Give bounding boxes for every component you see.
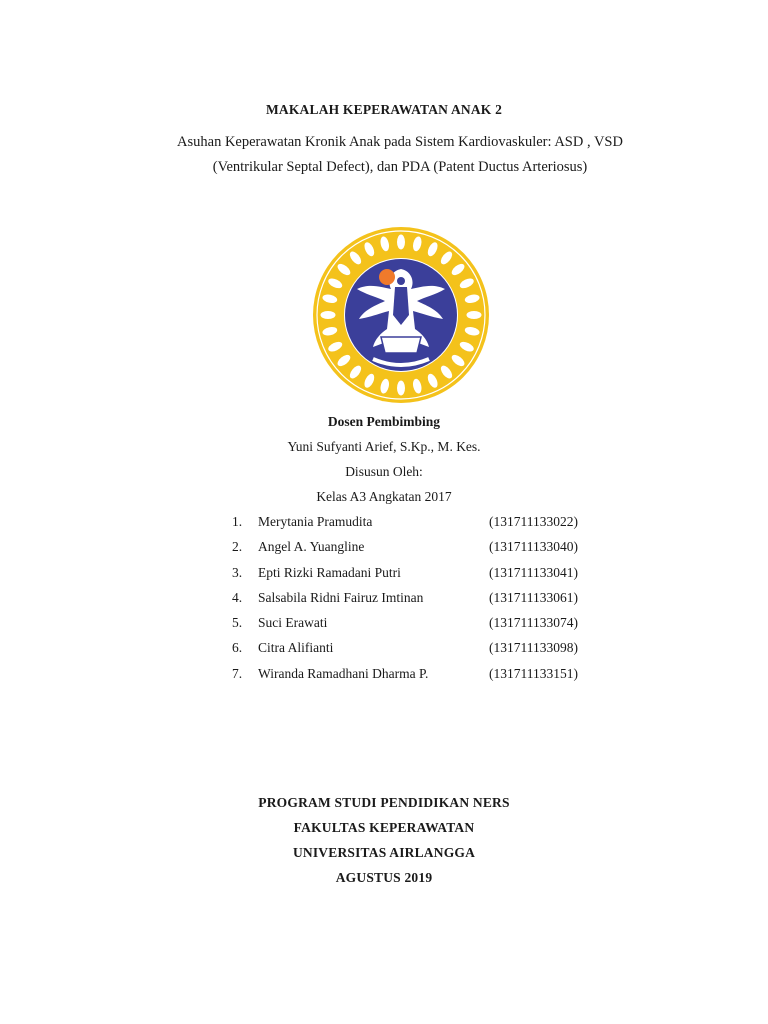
member-nim: (131711133040): [489, 539, 578, 555]
member-nim: (131711133041): [489, 564, 578, 580]
member-list: [232, 512, 612, 689]
member-number: 2.: [232, 539, 243, 555]
member-name: Angel A. Yuangline: [258, 539, 365, 555]
member-name: Wiranda Ramadhani Dharma P.: [258, 665, 429, 681]
member-number: 4.: [232, 589, 243, 605]
member-nim: (131711133074): [489, 615, 578, 631]
member-name: Suci Erawati: [258, 615, 328, 631]
class-info: Kelas A3 Angkatan 2017: [316, 489, 452, 504]
subtitle-line-1: Asuhan Keperawatan Kronik Anak pada Sistem Kardiovaskuler: ASD , VSD: [177, 134, 623, 150]
list-item: [232, 537, 612, 562]
member-name: Citra Alifianti: [258, 640, 334, 656]
member-nim: (131711133061): [489, 589, 578, 605]
list-item: [232, 638, 612, 663]
member-name: Merytania Pramudita: [258, 514, 373, 529]
list-item: [232, 563, 612, 588]
member-number: 6.: [232, 640, 243, 656]
member-number: 5.: [232, 615, 243, 631]
faculty-name: FAKULTAS KEPERAWATAN: [293, 820, 475, 835]
member-name: Salsabila Ridni Fairuz Imtinan: [258, 589, 424, 605]
member-number: 1.: [232, 514, 243, 529]
institution-block: [0, 790, 768, 890]
subtitle-line-2: (Ventrikular Septal Defect), dan PDA (Patent Ductus Arteriosus): [212, 159, 588, 175]
list-item: [232, 613, 612, 638]
university-airlangga-seal-icon: [311, 225, 491, 405]
supervisor-name: Yuni Sufyanti Arief, S.Kp., M. Kes.: [287, 439, 481, 454]
document-title: MAKALAH KEPERAWATAN ANAK 2: [265, 102, 503, 117]
member-number: 7.: [232, 665, 243, 681]
authors-heading: Disusun Oleh:: [345, 464, 423, 479]
member-nim: (131711133022): [489, 514, 578, 529]
document-date: AGUSTUS 2019: [335, 870, 433, 885]
member-number: 3.: [232, 564, 243, 580]
member-nim: (131711133151): [489, 665, 578, 681]
university-name: UNIVERSITAS AIRLANGGA: [292, 845, 476, 860]
list-item: [232, 588, 612, 613]
list-item: [232, 664, 612, 689]
member-name: Epti Rizki Ramadani Putri: [258, 564, 401, 580]
program-name: PROGRAM STUDI PENDIDIKAN NERS: [258, 795, 510, 810]
member-nim: (131711133098): [489, 640, 578, 656]
list-item: [232, 512, 612, 537]
document-subtitle: [100, 130, 700, 180]
supervisor-heading: Dosen Pembimbing: [327, 414, 441, 429]
